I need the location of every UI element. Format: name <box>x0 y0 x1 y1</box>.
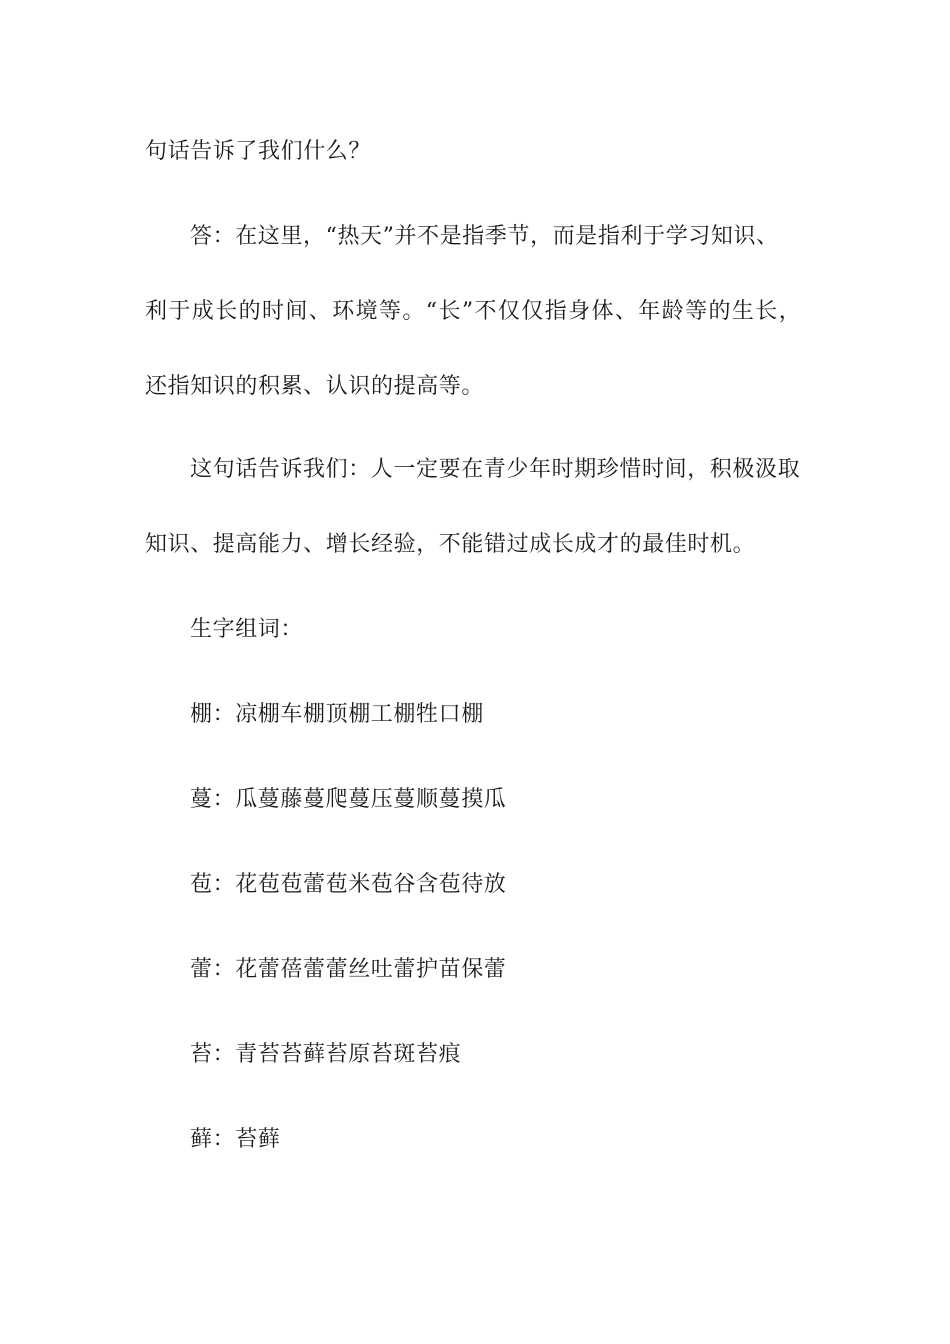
vocabulary-item-bao: 苞：花苞苞蕾苞米苞谷含苞待放 <box>190 872 507 897</box>
text-line-1: 句话告诉了我们什么？ <box>145 139 372 164</box>
vocabulary-heading: 生字组词： <box>190 617 304 642</box>
meaning-paragraph-line-1: 这句话告诉我们：人一定要在青少年时期珍惜时间，积极汲取 <box>190 457 801 482</box>
vocabulary-item-lei: 蕾：花蕾蓓蕾蕾丝吐蕾护苗保蕾 <box>190 957 507 982</box>
vocabulary-item-xian: 藓：苔藓 <box>190 1127 281 1152</box>
answer-paragraph-line-3: 还指知识的积累、认识的提高等。 <box>145 374 485 399</box>
vocabulary-item-man: 蔓：瓜蔓藤蔓爬蔓压蔓顺蔓摸瓜 <box>190 787 507 812</box>
answer-paragraph-line-2: 利于成长的时间、环境等。“长”不仅仅指身体、年龄等的生长， <box>145 299 803 324</box>
vocabulary-item-tai: 苔：青苔苔藓苔原苔斑苔痕 <box>190 1042 462 1067</box>
meaning-paragraph-line-2: 知识、提高能力、增长经验，不能错过成长成才的最佳时机。 <box>145 532 756 557</box>
answer-paragraph-line-1: 答：在这里，“热天”并不是指季节，而是指利于学习知识、 <box>190 224 779 249</box>
vocabulary-item-peng: 棚：凉棚车棚顶棚工棚牲口棚 <box>190 702 484 727</box>
